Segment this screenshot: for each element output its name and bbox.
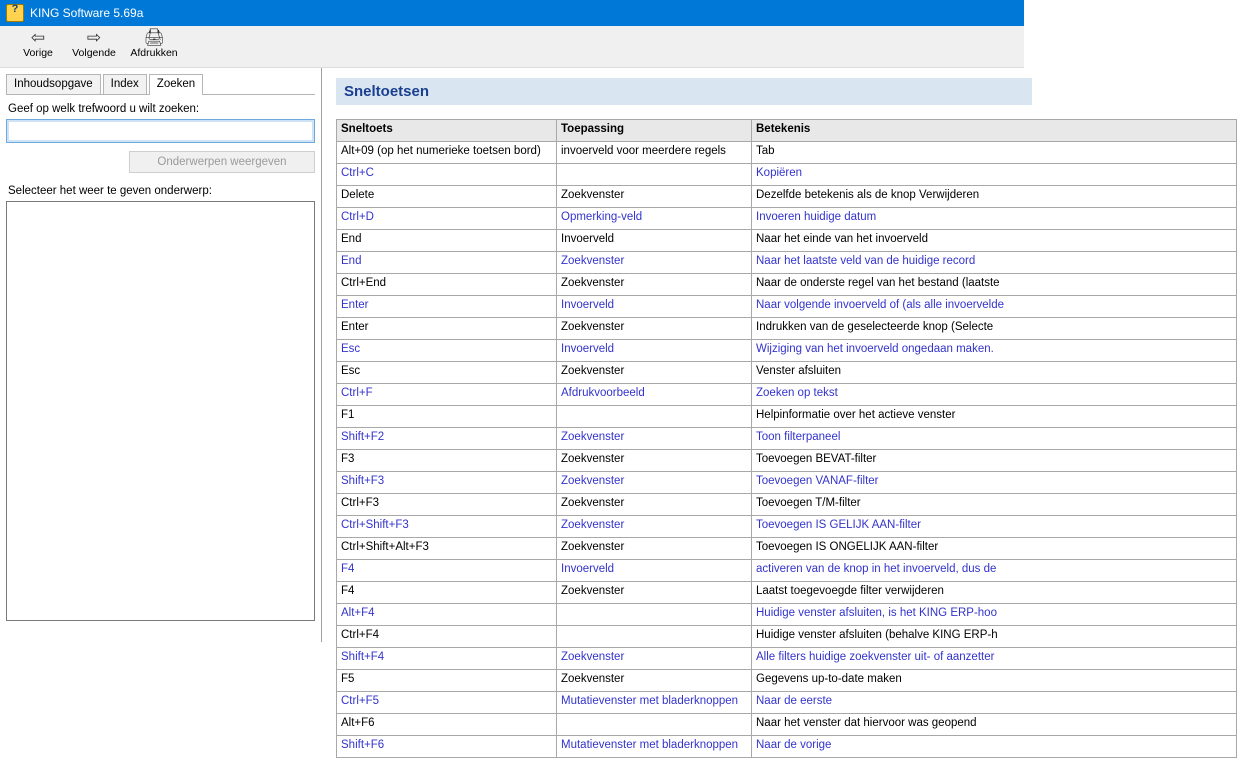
navigation-pane: [0, 68, 322, 642]
table-cell: Enter: [337, 318, 557, 340]
toolbar-button-vorige[interactable]: [10, 26, 66, 59]
column-header-toepassing: Toepassing: [557, 120, 752, 142]
printer-icon: 🖨: [143, 28, 165, 47]
table-row: [337, 208, 1237, 230]
table-cell: Mutatievenster met bladerknoppen: [557, 736, 752, 758]
table-cell: Ctrl+F3: [337, 494, 557, 516]
table-cell: F5: [337, 670, 557, 692]
table-row: [337, 428, 1237, 450]
results-label: Selecteer het weer te geven onderwerp:: [8, 185, 212, 197]
table-cell: Wijziging van het invoerveld ongedaan maken.: [752, 340, 1237, 362]
table-cell: Laatst toegevoegde filter verwijderen: [752, 582, 1237, 604]
table-row: [337, 714, 1237, 736]
table-cell: Invoeren huidige datum: [752, 208, 1237, 230]
table-row: [337, 450, 1237, 472]
shortcuts-table: [336, 119, 1237, 758]
table-cell: Zoekvenster: [557, 516, 752, 538]
table-row: [337, 670, 1237, 692]
table-row: [337, 230, 1237, 252]
nav-tabs: [6, 72, 315, 95]
window-title: KING Software 5.69a: [30, 6, 144, 20]
table-cell: Indrukken van de geselecteerde knop (Selecte: [752, 318, 1237, 340]
table-cell: Zoekvenster: [557, 648, 752, 670]
table-cell: Naar het venster dat hiervoor was geopend: [752, 714, 1237, 736]
table-cell: Invoerveld: [557, 296, 752, 318]
table-cell: Huidige venster afsluiten, is het KING ERP-hoo: [752, 604, 1237, 626]
table-cell: Zoekvenster: [557, 670, 752, 692]
table-cell: Ctrl+C: [337, 164, 557, 186]
table-row: [337, 626, 1237, 648]
table-row: [337, 362, 1237, 384]
table-cell: Toevoegen IS GELIJK AAN-filter: [752, 516, 1237, 538]
table-cell: F3: [337, 450, 557, 472]
table-cell: F4: [337, 582, 557, 604]
table-cell: Esc: [337, 362, 557, 384]
main-split: [0, 68, 1024, 751]
table-row: [337, 274, 1237, 296]
table-cell: Shift+F3: [337, 472, 557, 494]
table-cell: End: [337, 230, 557, 252]
table-cell: Tab: [752, 142, 1237, 164]
toolbar-button-volgende[interactable]: [66, 26, 122, 59]
table-cell: Naar het laatste veld van de huidige record: [752, 252, 1237, 274]
table-cell: Opmerking-veld: [557, 208, 752, 230]
table-cell: Shift+F4: [337, 648, 557, 670]
table-cell: Mutatievenster met bladerknoppen: [557, 692, 752, 714]
window-titlebar: [0, 0, 1024, 26]
table-cell: invoerveld voor meerdere regels: [557, 142, 752, 164]
table-row: [337, 560, 1237, 582]
shortcuts-table-body: [337, 142, 1237, 758]
table-cell: [557, 164, 752, 186]
results-list[interactable]: [6, 201, 315, 621]
table-cell: Shift+F2: [337, 428, 557, 450]
table-row: [337, 164, 1237, 186]
table-cell: Dezelfde betekenis als de knop Verwijderen: [752, 186, 1237, 208]
table-row: [337, 538, 1237, 560]
table-row: [337, 582, 1237, 604]
table-row: [337, 648, 1237, 670]
table-cell: Zoekvenster: [557, 450, 752, 472]
table-cell: Ctrl+F5: [337, 692, 557, 714]
table-cell: Alt+F4: [337, 604, 557, 626]
table-cell: Huidige venster afsluiten (behalve KING ERP-h: [752, 626, 1237, 648]
table-cell: Ctrl+D: [337, 208, 557, 230]
search-input[interactable]: [6, 119, 315, 143]
table-row: [337, 142, 1237, 164]
table-cell: Naar volgende invoerveld of (als alle invoervelde: [752, 296, 1237, 318]
table-cell: Alt+F6: [337, 714, 557, 736]
table-cell: Invoerveld: [557, 340, 752, 362]
table-cell: Toevoegen IS ONGELIJK AAN-filter: [752, 538, 1237, 560]
table-cell: activeren van de knop in het invoerveld, dus de: [752, 560, 1237, 582]
table-cell: Naar het einde van het invoerveld: [752, 230, 1237, 252]
table-cell: Zoekvenster: [557, 538, 752, 560]
column-header-sneltoets: Sneltoets: [337, 120, 557, 142]
table-cell: Zoekvenster: [557, 494, 752, 516]
table-row: [337, 472, 1237, 494]
table-cell: Zoekvenster: [557, 362, 752, 384]
table-cell: Alt+09 (op het numerieke toetsen bord): [337, 142, 557, 164]
table-cell: Naar de onderste regel van het bestand (laatste: [752, 274, 1237, 296]
table-cell: Ctrl+F4: [337, 626, 557, 648]
table-cell: Toevoegen T/M-filter: [752, 494, 1237, 516]
toolbar-button-label: Afdrukken: [130, 47, 178, 59]
table-cell: Ctrl+End: [337, 274, 557, 296]
tab-inhoudsopgave[interactable]: Inhoudsopgave: [6, 74, 101, 94]
table-cell: Helpinformatie over het actieve venster: [752, 406, 1237, 428]
table-cell: Zoekvenster: [557, 318, 752, 340]
search-button-row: [6, 151, 315, 173]
table-cell: Zoekvenster: [557, 582, 752, 604]
table-cell: [557, 604, 752, 626]
table-cell: Gegevens up-to-date maken: [752, 670, 1237, 692]
table-cell: Ctrl+F: [337, 384, 557, 406]
table-cell: Shift+F6: [337, 736, 557, 758]
table-cell: Ctrl+Shift+F3: [337, 516, 557, 538]
table-cell: Enter: [337, 296, 557, 318]
arrow-right-icon: ⇨: [86, 28, 102, 47]
table-cell: Venster afsluiten: [752, 362, 1237, 384]
table-cell: Naar de eerste: [752, 692, 1237, 714]
table-cell: Afdrukvoorbeeld: [557, 384, 752, 406]
tab-index[interactable]: Index: [103, 74, 147, 94]
table-cell: Invoerveld: [557, 230, 752, 252]
column-header-betekenis: Betekenis: [752, 120, 1237, 142]
table-cell: Kopiëren: [752, 164, 1237, 186]
table-cell: Delete: [337, 186, 557, 208]
table-row: [337, 186, 1237, 208]
toolbar: [0, 26, 1024, 68]
table-row: [337, 296, 1237, 318]
table-cell: Zoekvenster: [557, 274, 752, 296]
tab-zoeken[interactable]: Zoeken: [149, 74, 203, 95]
table-cell: Zoekvenster: [557, 186, 752, 208]
table-cell: Zoekvenster: [557, 428, 752, 450]
table-cell: Esc: [337, 340, 557, 362]
table-cell: F4: [337, 560, 557, 582]
table-cell: [557, 406, 752, 428]
table-cell: Alle filters huidige zoekvenster uit- of aanzetter: [752, 648, 1237, 670]
table-cell: Toon filterpaneel: [752, 428, 1237, 450]
table-row: [337, 516, 1237, 538]
search-field-label: Geef op welk trefwoord u wilt zoeken:: [8, 103, 200, 115]
table-cell: Zoekvenster: [557, 252, 752, 274]
table-cell: F1: [337, 406, 557, 428]
table-cell: Toevoegen BEVAT-filter: [752, 450, 1237, 472]
table-cell: Invoerveld: [557, 560, 752, 582]
table-row: [337, 406, 1237, 428]
table-cell: Zoeken op tekst: [752, 384, 1237, 406]
table-row: [337, 604, 1237, 626]
table-cell: [557, 626, 752, 648]
content-pane: [322, 68, 1237, 751]
table-cell: Zoekvenster: [557, 472, 752, 494]
table-row: [337, 318, 1237, 340]
table-cell: Toevoegen VANAF-filter: [752, 472, 1237, 494]
page-title: Sneltoetsen: [336, 78, 1032, 105]
show-topics-button[interactable]: Onderwerpen weergeven: [129, 151, 315, 173]
table-cell: Ctrl+Shift+Alt+F3: [337, 538, 557, 560]
table-header-row: [337, 120, 1237, 142]
toolbar-button-label: Vorige: [23, 47, 53, 59]
arrow-left-icon: ⇦: [30, 28, 46, 47]
table-cell: [557, 714, 752, 736]
table-cell: Naar de vorige: [752, 736, 1237, 758]
toolbar-button-afdrukken[interactable]: [122, 26, 186, 59]
table-row: [337, 736, 1237, 758]
help-book-icon: [6, 4, 24, 22]
table-row: [337, 692, 1237, 714]
table-row: [337, 384, 1237, 406]
table-row: [337, 340, 1237, 362]
table-row: [337, 252, 1237, 274]
table-row: [337, 494, 1237, 516]
toolbar-button-label: Volgende: [72, 47, 116, 59]
table-cell: End: [337, 252, 557, 274]
